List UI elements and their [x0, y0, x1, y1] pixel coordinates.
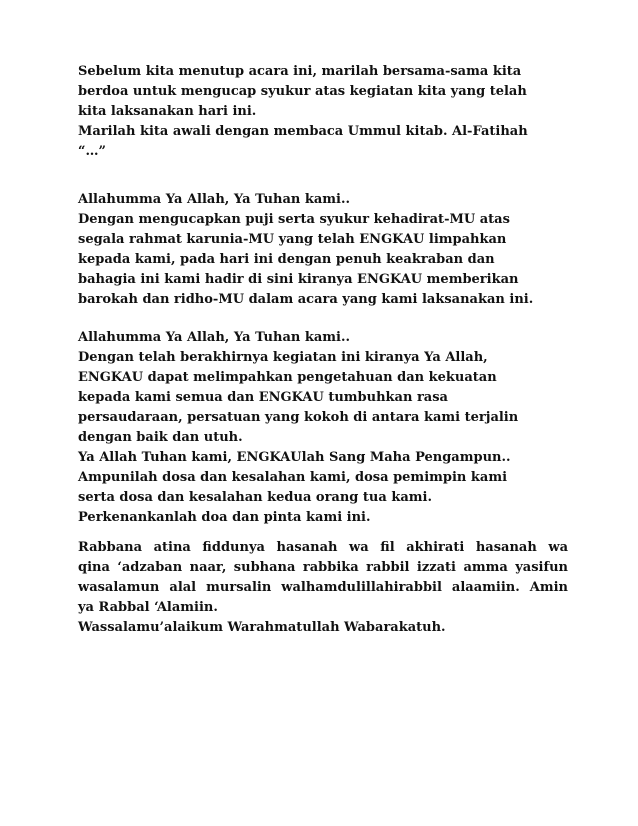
text-line: dengan baik dan utuh.: [78, 430, 243, 445]
text-line: bahagia ini kami hadir di sini kiranya ENGKAU memberikan: [78, 272, 519, 287]
text-line: Dengan mengucapkan puji serta syukur kehadirat-MU atas: [78, 212, 510, 227]
text-line: kepada kami semua dan ENGKAU tumbuhkan rasa: [78, 390, 448, 405]
text-line: segala rahmat karunia-MU yang telah ENGKAU limpahkan: [78, 232, 507, 247]
text-line: Wassalamu’alaikum Warahmatullah Wabarakatuh.: [78, 620, 446, 635]
paragraph-doa-arabic: [78, 538, 568, 638]
text-line: kepada kami, pada hari ini dengan penuh keakraban dan: [78, 252, 495, 267]
text-line: Ya Allah Tuhan kami, ENGKAUlah Sang Maha Pengampun..: [78, 450, 511, 465]
text-line: Allahumma Ya Allah, Ya Tuhan kami..: [78, 330, 351, 345]
text-line: Ampunilah dosa dan kesalahan kami, dosa pemimpin kami: [78, 470, 508, 485]
text-line: barokah dan ridho-MU dalam acara yang kami laksanakan ini.: [78, 292, 534, 307]
text-line: ya Rabbal ‘Alamiin.: [78, 600, 218, 615]
text-line: serta dosa dan kesalahan kedua orang tua kami.: [78, 490, 432, 505]
text-line: persaudaraan, persatuan yang kokoh di antara kami terjalin: [78, 410, 519, 425]
text-line: Marilah kita awali dengan membaca Ummul kitab. Al-Fatihah: [78, 124, 528, 139]
text-line: Allahumma Ya Allah, Ya Tuhan kami..: [78, 192, 351, 207]
text-line: Dengan telah berakhirnya kegiatan ini kiranya Ya Allah,: [78, 350, 488, 365]
text-line: Rabbana atina fiddunya hasanah wa fil akhirati hasanah wa: [78, 540, 568, 555]
text-line: “…”: [78, 144, 106, 159]
text-line: kita laksanakan hari ini.: [78, 104, 257, 119]
text-line: wasalamun alal mursalin walhamdulillahirabbil alaamiin. Amin: [78, 580, 568, 595]
paragraph-prayer-gratitude: [78, 190, 568, 310]
text-line: ENGKAU dapat melimpahkan pengetahuan dan kekuatan: [78, 370, 497, 385]
text-line: qina ‘adzaban naar, subhana rabbika rabbil izzati amma yasifun: [78, 560, 568, 575]
paragraph-prayer-closing: [78, 328, 568, 528]
text-line: Perkenankanlah doa dan pinta kami ini.: [78, 510, 371, 525]
paragraph-opening: [78, 62, 568, 162]
text-line: Sebelum kita menutup acara ini, marilah bersama-sama kita: [78, 64, 522, 79]
text-line: berdoa untuk mengucap syukur atas kegiatan kita yang telah: [78, 84, 527, 99]
